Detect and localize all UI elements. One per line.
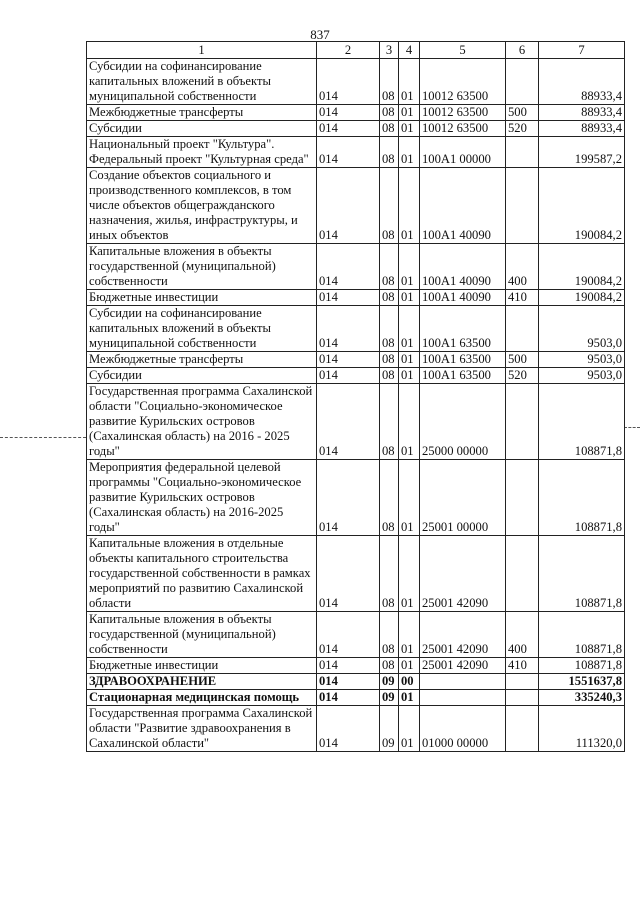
table-row [87, 244, 625, 290]
amount: 108871,8 [539, 536, 625, 612]
row-name: Межбюджетные трансферты [87, 105, 317, 121]
expense-type-code [506, 384, 539, 460]
table-row [87, 290, 625, 306]
amount: 111320,0 [539, 706, 625, 752]
row-name: Субсидии на софинансирование капитальных вложений в объекты муниципальной собственности [87, 306, 317, 352]
column-header: 1 [87, 42, 317, 59]
target-code: 10012 63500 [420, 105, 506, 121]
table-row [87, 59, 625, 105]
section-code: 09 [380, 706, 399, 752]
subsection-code: 01 [399, 105, 420, 121]
scan-artifact-line [0, 437, 86, 438]
target-code: 100A1 63500 [420, 352, 506, 368]
amount: 108871,8 [539, 612, 625, 658]
amount: 199587,2 [539, 137, 625, 168]
subsection-code: 01 [399, 536, 420, 612]
target-code: 25000 00000 [420, 384, 506, 460]
table-row [87, 536, 625, 612]
table-row [87, 612, 625, 658]
section-code: 08 [380, 384, 399, 460]
expense-type-code: 520 [506, 368, 539, 384]
ministry-code: 014 [317, 244, 380, 290]
expense-type-code [506, 706, 539, 752]
column-header: 7 [539, 42, 625, 59]
expense-type-code: 500 [506, 105, 539, 121]
amount: 108871,8 [539, 658, 625, 674]
section-code: 08 [380, 290, 399, 306]
expense-type-code: 500 [506, 352, 539, 368]
column-header: 5 [420, 42, 506, 59]
target-code [420, 690, 506, 706]
table-row [87, 690, 625, 706]
ministry-code: 014 [317, 658, 380, 674]
expense-type-code [506, 306, 539, 352]
subsection-code: 01 [399, 706, 420, 752]
subsection-code: 01 [399, 59, 420, 105]
ministry-code: 014 [317, 612, 380, 658]
section-code: 08 [380, 658, 399, 674]
column-header: 4 [399, 42, 420, 59]
target-code: 01000 00000 [420, 706, 506, 752]
header-row [87, 42, 625, 59]
section-code: 08 [380, 121, 399, 137]
row-name: Субсидии на софинансирование капитальных вложений в объекты муниципальной собственности [87, 59, 317, 105]
row-name: Государственная программа Сахалинской области "Развитие здравоохранения в Сахалинской области" [87, 706, 317, 752]
row-name: Межбюджетные трансферты [87, 352, 317, 368]
target-code: 100A1 40090 [420, 168, 506, 244]
amount: 9503,0 [539, 306, 625, 352]
ministry-code: 014 [317, 59, 380, 105]
ministry-code: 014 [317, 706, 380, 752]
target-code: 25001 42090 [420, 658, 506, 674]
amount: 88933,4 [539, 105, 625, 121]
row-name: ЗДРАВООХРАНЕНИЕ [87, 674, 317, 690]
ministry-code: 014 [317, 674, 380, 690]
row-name: Бюджетные инвестиции [87, 290, 317, 306]
column-header: 2 [317, 42, 380, 59]
subsection-code: 01 [399, 244, 420, 290]
expense-type-code [506, 59, 539, 105]
expense-type-code: 520 [506, 121, 539, 137]
expense-type-code: 410 [506, 658, 539, 674]
page-number: 837 [310, 27, 330, 42]
row-name: Капитальные вложения в объекты государственной (муниципальной) собственности [87, 244, 317, 290]
section-code: 08 [380, 306, 399, 352]
expense-type-code: 400 [506, 244, 539, 290]
ministry-code: 014 [317, 105, 380, 121]
subsection-code: 01 [399, 306, 420, 352]
expense-type-code: 410 [506, 290, 539, 306]
ministry-code: 014 [317, 368, 380, 384]
subsection-code: 01 [399, 168, 420, 244]
section-code: 08 [380, 368, 399, 384]
table-row [87, 460, 625, 536]
amount: 190084,2 [539, 244, 625, 290]
subsection-code: 00 [399, 674, 420, 690]
row-name: Бюджетные инвестиции [87, 658, 317, 674]
section-code: 08 [380, 352, 399, 368]
ministry-code: 014 [317, 306, 380, 352]
target-code: 10012 63500 [420, 121, 506, 137]
ministry-code: 014 [317, 290, 380, 306]
amount: 108871,8 [539, 460, 625, 536]
amount: 190084,2 [539, 290, 625, 306]
ministry-code: 014 [317, 352, 380, 368]
section-code: 08 [380, 244, 399, 290]
section-code: 08 [380, 168, 399, 244]
column-header: 3 [380, 42, 399, 59]
amount: 9503,0 [539, 352, 625, 368]
scan-artifact-line [624, 427, 640, 428]
target-code: 25001 00000 [420, 460, 506, 536]
amount: 88933,4 [539, 59, 625, 105]
section-code: 09 [380, 690, 399, 706]
row-name: Национальный проект "Культура". Федеральный проект "Культурная среда" [87, 137, 317, 168]
ministry-code: 014 [317, 168, 380, 244]
table-row [87, 352, 625, 368]
section-code: 08 [380, 460, 399, 536]
expense-type-code [506, 536, 539, 612]
row-name: Мероприятия федеральной целевой программы "Социально-экономическое развитие Курильских островов (Сахалинская область) на 2016-2025 годы" [87, 460, 317, 536]
target-code: 25001 42090 [420, 536, 506, 612]
subsection-code: 01 [399, 612, 420, 658]
table-row [87, 137, 625, 168]
target-code: 10012 63500 [420, 59, 506, 105]
expense-type-code [506, 460, 539, 536]
subsection-code: 01 [399, 137, 420, 168]
subsection-code: 01 [399, 290, 420, 306]
subsection-code: 01 [399, 384, 420, 460]
section-code: 08 [380, 137, 399, 168]
amount: 9503,0 [539, 368, 625, 384]
ministry-code: 014 [317, 121, 380, 137]
row-name: Капитальные вложения в объекты государственной (муниципальной) собственности [87, 612, 317, 658]
row-name: Субсидии [87, 368, 317, 384]
table-row [87, 168, 625, 244]
ministry-code: 014 [317, 384, 380, 460]
target-code [420, 674, 506, 690]
subsection-code: 01 [399, 352, 420, 368]
table-row [87, 706, 625, 752]
amount: 108871,8 [539, 384, 625, 460]
amount: 1551637,8 [539, 674, 625, 690]
table-row [87, 105, 625, 121]
target-code: 100A1 63500 [420, 368, 506, 384]
target-code: 100A1 40090 [420, 290, 506, 306]
row-name: Субсидии [87, 121, 317, 137]
target-code: 25001 42090 [420, 612, 506, 658]
row-name: Стационарная медицинская помощь [87, 690, 317, 706]
subsection-code: 01 [399, 121, 420, 137]
ministry-code: 014 [317, 690, 380, 706]
table-row [87, 674, 625, 690]
row-name: Капитальные вложения в отдельные объекты капитального строительства государственной собственности в рамках мероприятий по развитию Сахалинской области [87, 536, 317, 612]
expense-type-code [506, 674, 539, 690]
expense-type-code [506, 137, 539, 168]
budget-table [86, 41, 625, 752]
section-code: 09 [380, 674, 399, 690]
table-row [87, 658, 625, 674]
ministry-code: 014 [317, 460, 380, 536]
target-code: 100A1 63500 [420, 306, 506, 352]
subsection-code: 01 [399, 460, 420, 536]
subsection-code: 01 [399, 690, 420, 706]
section-code: 08 [380, 536, 399, 612]
ministry-code: 014 [317, 536, 380, 612]
amount: 190084,2 [539, 168, 625, 244]
amount: 88933,4 [539, 121, 625, 137]
target-code: 100A1 40090 [420, 244, 506, 290]
row-name: Создание объектов социального и производственного комплексов, в том числе объектов общегражданского назначения, жилья, инфраструктуры, и иных объектов [87, 168, 317, 244]
expense-type-code [506, 690, 539, 706]
table-row [87, 121, 625, 137]
subsection-code: 01 [399, 658, 420, 674]
row-name: Государственная программа Сахалинской области "Социально-экономическое развитие Курильских островов (Сахалинская область) на 2016 - 2025 годы" [87, 384, 317, 460]
expense-type-code: 400 [506, 612, 539, 658]
table-row [87, 368, 625, 384]
section-code: 08 [380, 59, 399, 105]
target-code: 100A1 00000 [420, 137, 506, 168]
section-code: 08 [380, 612, 399, 658]
table-row [87, 384, 625, 460]
expense-type-code [506, 168, 539, 244]
ministry-code: 014 [317, 137, 380, 168]
subsection-code: 01 [399, 368, 420, 384]
table-row [87, 306, 625, 352]
column-header: 6 [506, 42, 539, 59]
amount: 335240,3 [539, 690, 625, 706]
section-code: 08 [380, 105, 399, 121]
